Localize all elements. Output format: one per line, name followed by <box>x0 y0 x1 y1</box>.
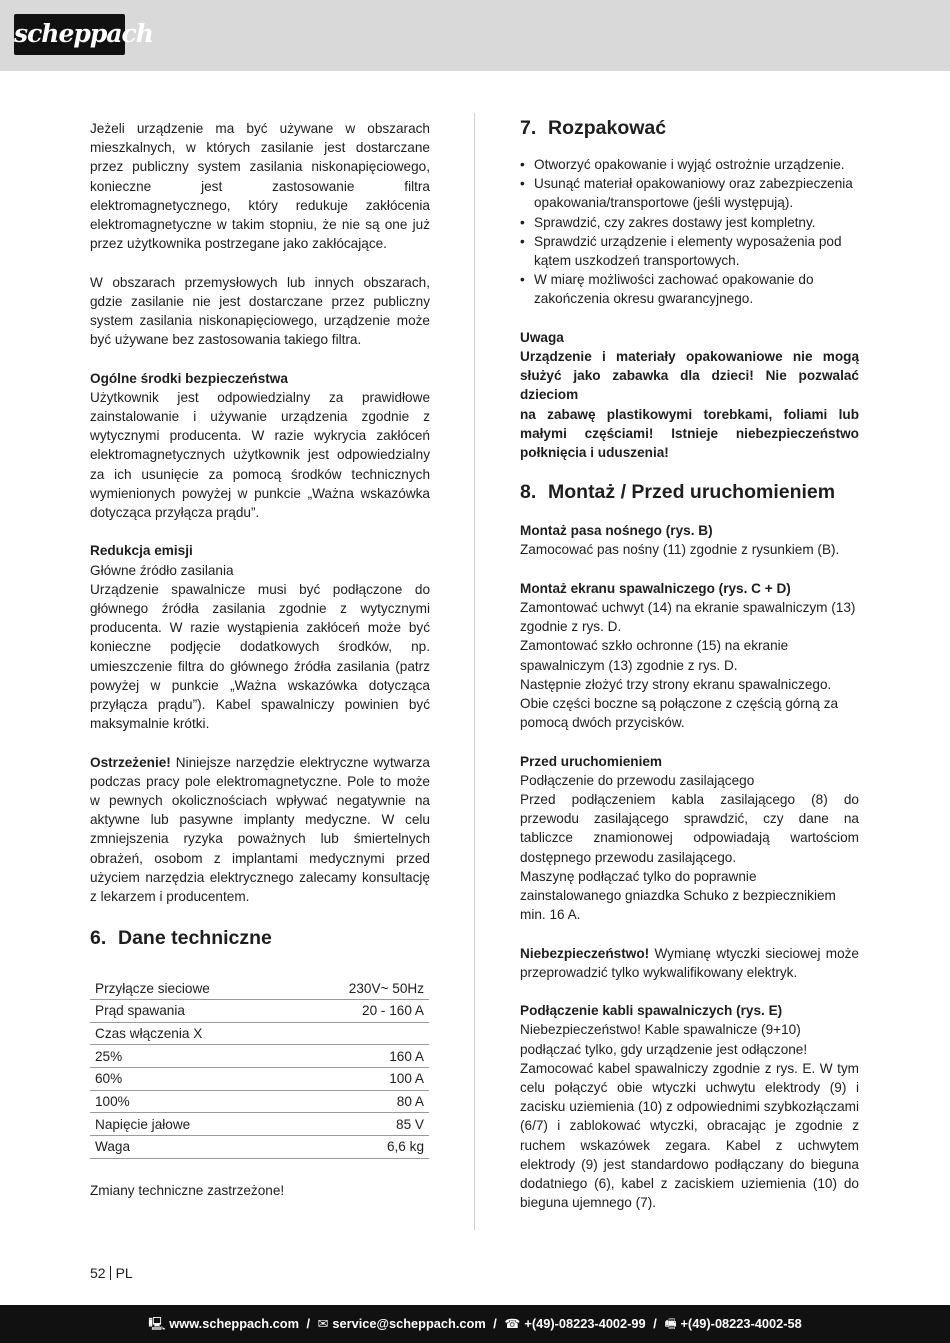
safety-heading: Ogólne środki bezpieczeństwa <box>90 370 288 386</box>
section-7-number: 7. <box>520 117 537 139</box>
startup-text-1: Przed podłączeniem kabla zasilającego (8) do przewodu zasilającego sprawdzić, czy dane na tabliczce znamionowej odpowiadają wartościom dostępnego przewodu zasilającego. <box>520 792 859 865</box>
section-8-heading <box>520 480 859 504</box>
spec-label: 60% <box>90 1068 291 1091</box>
shield-text-3: Następnie złożyć trzy strony ekranu spawalniczego. Obie części boczne są połączone z częścią górną za pomocą dwóch przycisków. <box>520 676 839 731</box>
footer-bar <box>0 1305 950 1343</box>
table-row <box>90 1068 429 1091</box>
spec-value: 100 A <box>291 1068 429 1091</box>
footer-email-link[interactable]: service@scheppach.com <box>332 1316 486 1331</box>
spec-value: 80 A <box>291 1090 429 1113</box>
spec-label: Czas włączenia X <box>90 1022 291 1045</box>
footer-separator: / <box>493 1316 497 1331</box>
table-row <box>90 1090 429 1113</box>
attention-text-1: Urządzenie i materiały opakowaniowe nie mogą służyć jako zabawka dla dzieci! Nie pozwalać dzieciom <box>520 349 859 403</box>
spec-label: Przyłącze sieciowe <box>90 977 291 999</box>
cables-text-1: Niebezpieczeństwo! Kable spawalnicze (9+10) podłączać tylko, gdy urządzenie jest odłączone! <box>520 1022 808 1057</box>
spec-value: 6,6 kg <box>291 1136 429 1159</box>
section-6-number: 6. <box>90 927 107 950</box>
technical-changes-note: Zmiany techniczne zastrzeżone! <box>90 1182 285 1198</box>
list-item: • Sprawdzić, czy zakres dostawy jest kompletny. <box>520 213 859 232</box>
startup-heading: Przed uruchomieniem <box>520 753 663 769</box>
table-row <box>90 1045 429 1068</box>
page-language: PL <box>115 1265 133 1281</box>
belt-text: Zamocować pas nośny (11) zgodnie z rysunkiem (B). <box>520 542 840 558</box>
warning-paragraph <box>90 753 430 907</box>
table-row <box>90 977 429 999</box>
spec-value <box>291 1022 429 1045</box>
cables-heading: Podłączenie kabli spawalniczych (rys. E) <box>520 1003 783 1019</box>
spec-label: 25% <box>90 1045 291 1068</box>
danger-paragraph <box>520 944 859 982</box>
page-number-separator <box>110 1266 111 1280</box>
footer-phone: +(49)-08223-4002-99 <box>524 1316 646 1331</box>
belt-heading: Montaż pasa nośnego (rys. B) <box>520 523 713 539</box>
spec-value: 230V~ 50Hz <box>291 977 429 999</box>
page-number <box>90 1264 133 1282</box>
section-6-heading <box>90 926 430 950</box>
spec-label: Prąd spawania <box>90 999 291 1022</box>
spec-label: Napięcie jałowe <box>90 1113 291 1136</box>
emission-subheading: Główne źródło zasilania <box>90 562 234 578</box>
attention-heading: Uwaga <box>520 329 564 345</box>
list-item: • Sprawdzić urządzenie i elementy wyposażenia pod kątem uszkodzeń transportowych. <box>520 232 859 270</box>
section-7-title: Rozpakować <box>548 117 667 139</box>
list-item: • W miarę możliwości zachować opakowanie do zakończenia okresu gwarancyjnego. <box>520 270 859 308</box>
danger-text: Wymianę wtyczki sieciowej może przeprowadzić tylko wykwalifikowany elektryk. <box>520 945 859 980</box>
emission-heading: Redukcja emisji <box>90 543 193 559</box>
table-row <box>90 1136 429 1159</box>
unpacking-list <box>520 155 859 309</box>
header-bar <box>0 0 950 71</box>
column-divider <box>474 113 475 1230</box>
spec-label: 100% <box>90 1090 291 1113</box>
list-item: • Usunąć materiał opakowaniowy oraz zabezpieczenia opakowania/transportowe (jeśli występują). <box>520 174 859 212</box>
spec-label: Waga <box>90 1136 291 1159</box>
emission-text: Urządzenie spawalnicze musi być podłączone do głównego źródła zasilania zgodnie z wytycznymi producenta. W razie wystąpienia zakłóceń może być konieczne podjęcie dodatkowych środków, np. umieszczenie filtra do głównego źródła zasilania (patrz powyżej w punkcie „Ważna wskazówka dotycząca przyłącza prądu”). Kabel spawalniczy powinien być maksymalnie krótki. <box>90 581 430 732</box>
danger-label: Niebezpieczeństwo! <box>520 945 650 961</box>
table-row <box>90 1113 429 1136</box>
spec-value: 85 V <box>291 1113 429 1136</box>
startup-subheading: Podłączenie do przewodu zasilającego <box>520 772 755 788</box>
footer-separator: / <box>653 1316 657 1331</box>
spec-value: 160 A <box>291 1045 429 1068</box>
page-number-value: 52 <box>90 1265 106 1281</box>
shield-text-2: Zamontować szkło ochronne (15) na ekranie spawalniczym (13) zgodnie z rys. D. <box>520 638 789 673</box>
shield-text-1: Zamontować uchwyt (14) na ekranie spawalniczym (13) zgodnie z rys. D. <box>520 600 856 635</box>
left-column <box>90 119 430 1200</box>
right-column <box>520 119 859 1212</box>
spec-value: 20 - 160 A <box>291 999 429 1022</box>
warning-text: Niniejsze narzędzie elektryczne wytwarza podczas pracy pole elektromagnetyczne. Pole to może w pewnych okolicznościach wpływać negatywnie na aktywne lub pasywne implanty medyczne. W celu zmniejszenia ryzyka poważnych lub śmiertelnych obrażeń, osobom z implantami medycznymi przed użyciem narzędzia elektrycznego zalecamy konsultację z lekarzem i producentem. <box>90 754 430 905</box>
footer-web-link[interactable]: www.scheppach.com <box>169 1316 299 1331</box>
warning-label: Ostrzeżenie! <box>90 754 171 770</box>
startup-text-2: Maszynę podłączać tylko do poprawnie zainstalowanego gniazdka Schuko z bezpiecznikiem min. 16 A. <box>520 868 836 923</box>
table-row <box>90 1022 429 1045</box>
section-6-title: Dane techniczne <box>118 927 272 950</box>
brand-logo <box>14 14 153 55</box>
section-7-heading <box>520 116 859 140</box>
shield-heading: Montaż ekranu spawalniczego (rys. C + D) <box>520 580 791 596</box>
fax-icon: 🖷 <box>664 1316 677 1331</box>
technical-data-table <box>90 977 429 1159</box>
attention-text-2: na zabawę plastikowymi torebkami, foliami lub małymi częściami! Istnieje niebezpieczeństwo połknięcia i uduszenia! <box>520 406 859 461</box>
footer-fax: +(49)-08223-4002-58 <box>680 1316 802 1331</box>
safety-text: Użytkownik jest odpowiedzialny za prawidłowe zainstalowanie i używanie urządzenia zgodnie z wytycznymi producenta. W razie wykrycia zakłóceń elektromagnetycznych użytkownik jest odpowiedzialny za ich usunięcie za pomocą środków technicznych wymienionych powyżej w punkcie „Ważna wskazówka dotycząca przyłącza prądu”. <box>90 389 430 521</box>
table-row <box>90 999 429 1022</box>
paragraph-residential: Jeżeli urządzenie ma być używane w obszarach mieszkalnych, w których zasilanie jest dostarczane przez publiczny system zasilania niskonapięciowego, konieczne jest zastosowanie filtra elektromagnetycznego, który redukuje zakłócenia elektromagnetyczne w takim stopniu, że nie są one już przez użytkownika postrzegane jako zakłócające. <box>90 121 430 252</box>
logo-text: scheppach <box>14 19 153 48</box>
mail-icon: ✉ <box>317 1316 329 1331</box>
footer-separator: / <box>306 1316 311 1331</box>
cables-text-2: Zamocować kabel spawalniczy zgodnie z rys. E. W tym celu połączyć obie wtyczki uchwytu elektrody (9) i zacisku uziemienia (10) z odpowiednimi szybkozłączami (6/7) i zablokować wtyczki, obracając je zgodnie z ruchem wskazówek zegara. Kabel z uchwytem elektrody (9) jest standardowo podłączany do bieguna dodatniego (6), kabel z zaciskiem uziemienia (10) do bieguna ujemnego (7). <box>520 1060 859 1211</box>
phone-icon: ☎ <box>504 1316 521 1331</box>
list-item: • Otworzyć opakowanie i wyjąć ostrożnie urządzenie. <box>520 155 859 174</box>
section-8-number: 8. <box>520 481 537 504</box>
paragraph-industrial: W obszarach przemysłowych lub innych obszarach, gdzie zasilanie nie jest dostarczane przez publiczny system zasilania niskonapięciowego, urządzenie może być używane bez zastosowania takiego filtra. <box>90 274 430 348</box>
section-8-title: Montaż / Przed uruchomieniem <box>548 481 836 504</box>
computer-icon: 🖳 <box>148 1316 166 1331</box>
